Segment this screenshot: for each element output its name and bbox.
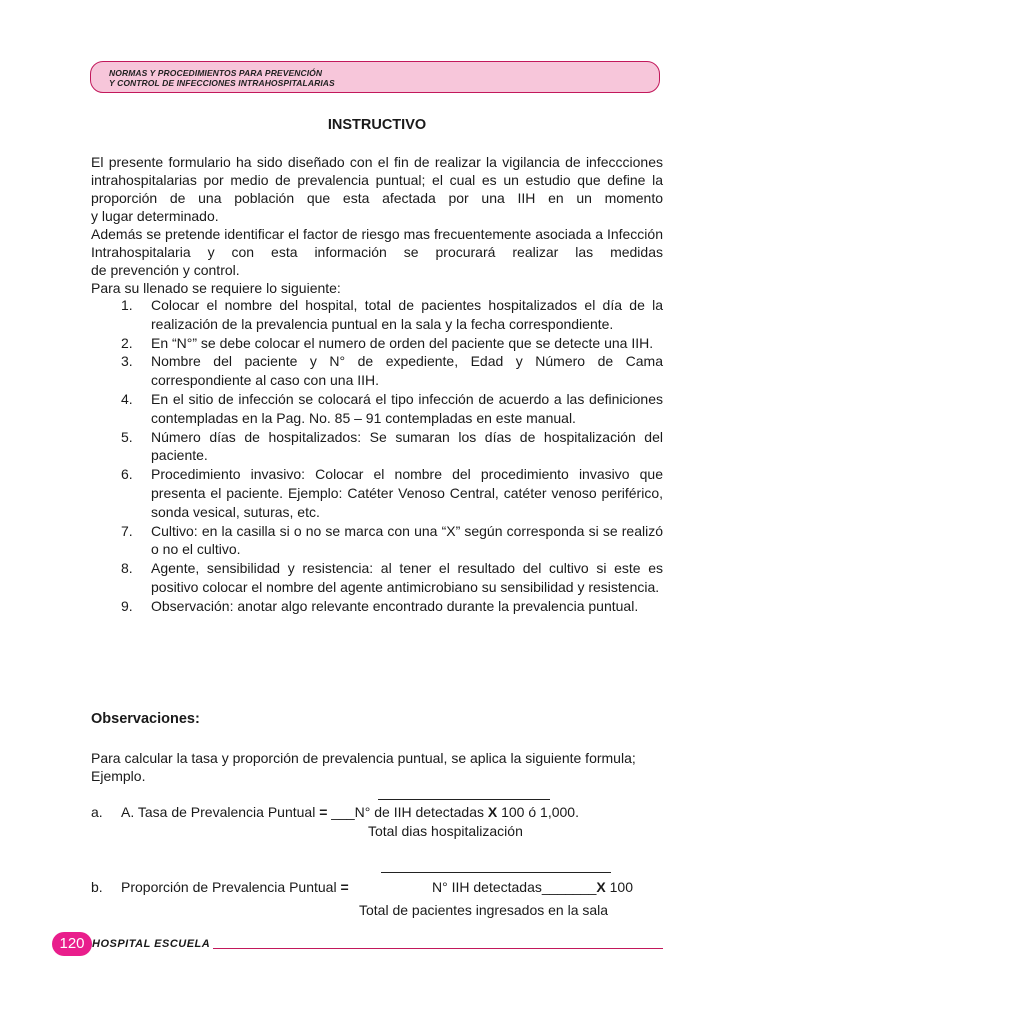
list-item: 8. Agente, sensibilidad y resistencia: al tener el resultado del cultivo si este es positivo colocar el nombre del agente antimicrobiano su sensibilidad y resistencia. xyxy=(121,560,663,595)
formula-a-denominator: Total dias hospitalización xyxy=(368,823,523,839)
formula-b-equals: = xyxy=(340,879,349,895)
intro-paragraph-1-end: y lugar determinado. xyxy=(91,208,219,224)
page-title: INSTRUCTIVO xyxy=(327,117,427,133)
formula-a-numerator: N° de IIH detectadas xyxy=(354,804,484,820)
formula-b-numerator: N° IIH detectadas xyxy=(432,879,542,895)
formula-b-row xyxy=(432,879,633,895)
observations-title: Observaciones: xyxy=(91,711,200,727)
formula-b-blank: _______ xyxy=(541,879,597,895)
list-item: 7. Cultivo: en la casilla si o no se marca con una “X” según corresponda si se realizó o no el cultivo. xyxy=(121,522,663,558)
intro-paragraph-2-end: de prevención y control. xyxy=(91,262,240,278)
formula-b-label-row xyxy=(121,879,349,895)
list-item: 5. Número días de hospitalizados: Se sumaran los días de hospitalización del paciente. xyxy=(121,428,663,464)
footer-label: HOSPITAL ESCUELA xyxy=(92,938,211,950)
header-line-1: NORMAS Y PROCEDIMIENTOS PARA PREVENCIÓN xyxy=(109,68,323,78)
list-item: 3. Nombre del paciente y N° de expediente, Edad y Número de Cama correspondiente al caso con una IIH. xyxy=(121,353,663,389)
page-header-box xyxy=(90,61,660,93)
formula-a-blank: ___ xyxy=(331,804,355,820)
list-item: 6. Procedimiento invasivo: Colocar el nombre del procedimiento invasivo que presenta el paciente. Ejemplo: Catéter Venoso Central, catéter venoso periférico, sonda vesical, suturas, etc. xyxy=(121,466,663,520)
formula-a-factor: 100 ó 1,000. xyxy=(501,804,579,820)
list-item: 2. En “N°” se debe colocar el numero de orden del paciente que se detecte una IIH. xyxy=(121,334,654,351)
formula-b-times: X xyxy=(596,879,606,895)
formula-a-letter: a. xyxy=(91,804,103,820)
observations-example: Ejemplo. xyxy=(91,768,146,784)
formula-b-label: Proporción de Prevalencia Puntual xyxy=(121,879,337,895)
observations-text: Para calcular la tasa y proporción de prevalencia puntual, se aplica la siguiente formula; xyxy=(91,750,636,766)
footer-rule xyxy=(213,948,663,949)
intro-paragraph-2: Además se pretende identificar el factor de riesgo mas frecuentemente asociada a Infección Intrahospitalaria y con esta información se procurará realizar las medidas xyxy=(91,226,663,260)
formula-a-label: A. Tasa de Prevalencia Puntual xyxy=(121,804,316,820)
list-item: 4. En el sitio de infección se colocará el tipo infección de acuerdo a las definiciones contempladas en la Pag. No. 85 – 91 contempladas en este manual. xyxy=(121,390,663,426)
formula-a-row xyxy=(121,804,579,820)
formula-b-factor: 100 xyxy=(609,879,633,895)
page-number-badge: 120 xyxy=(52,932,92,956)
intro-paragraph-1: El presente formulario ha sido diseñado con el fin de realizar la vigilancia de infeccciones intrahospitalarias por medio de prevalencia puntual; el cual es un estudio que define la proporción de una población que esta afectada por una IIH en un momento xyxy=(91,154,663,206)
intro-paragraph-3: Para su llenado se requiere lo siguiente: xyxy=(91,280,341,296)
formula-a-equals: = xyxy=(319,804,328,820)
formula-a-times: X xyxy=(487,804,498,820)
formula-a-top-rule xyxy=(378,799,550,800)
header-line-2: Y CONTROL DE INFECCIONES INTRAHOSPITALARIAS xyxy=(109,78,335,88)
formula-b-top-rule xyxy=(381,872,611,873)
list-item: 9. Observación: anotar algo relevante encontrado durante la prevalencia puntual. xyxy=(121,597,639,614)
instructions-list xyxy=(91,296,663,616)
formula-b-denominator: Total de pacientes ingresados en la sala xyxy=(359,902,609,918)
formula-b-letter: b. xyxy=(91,879,103,895)
list-item: 1. Colocar el nombre del hospital, total de pacientes hospitalizados el día de la realización de la prevalencia puntual en la sala y la fecha correspondiente. xyxy=(121,297,663,332)
